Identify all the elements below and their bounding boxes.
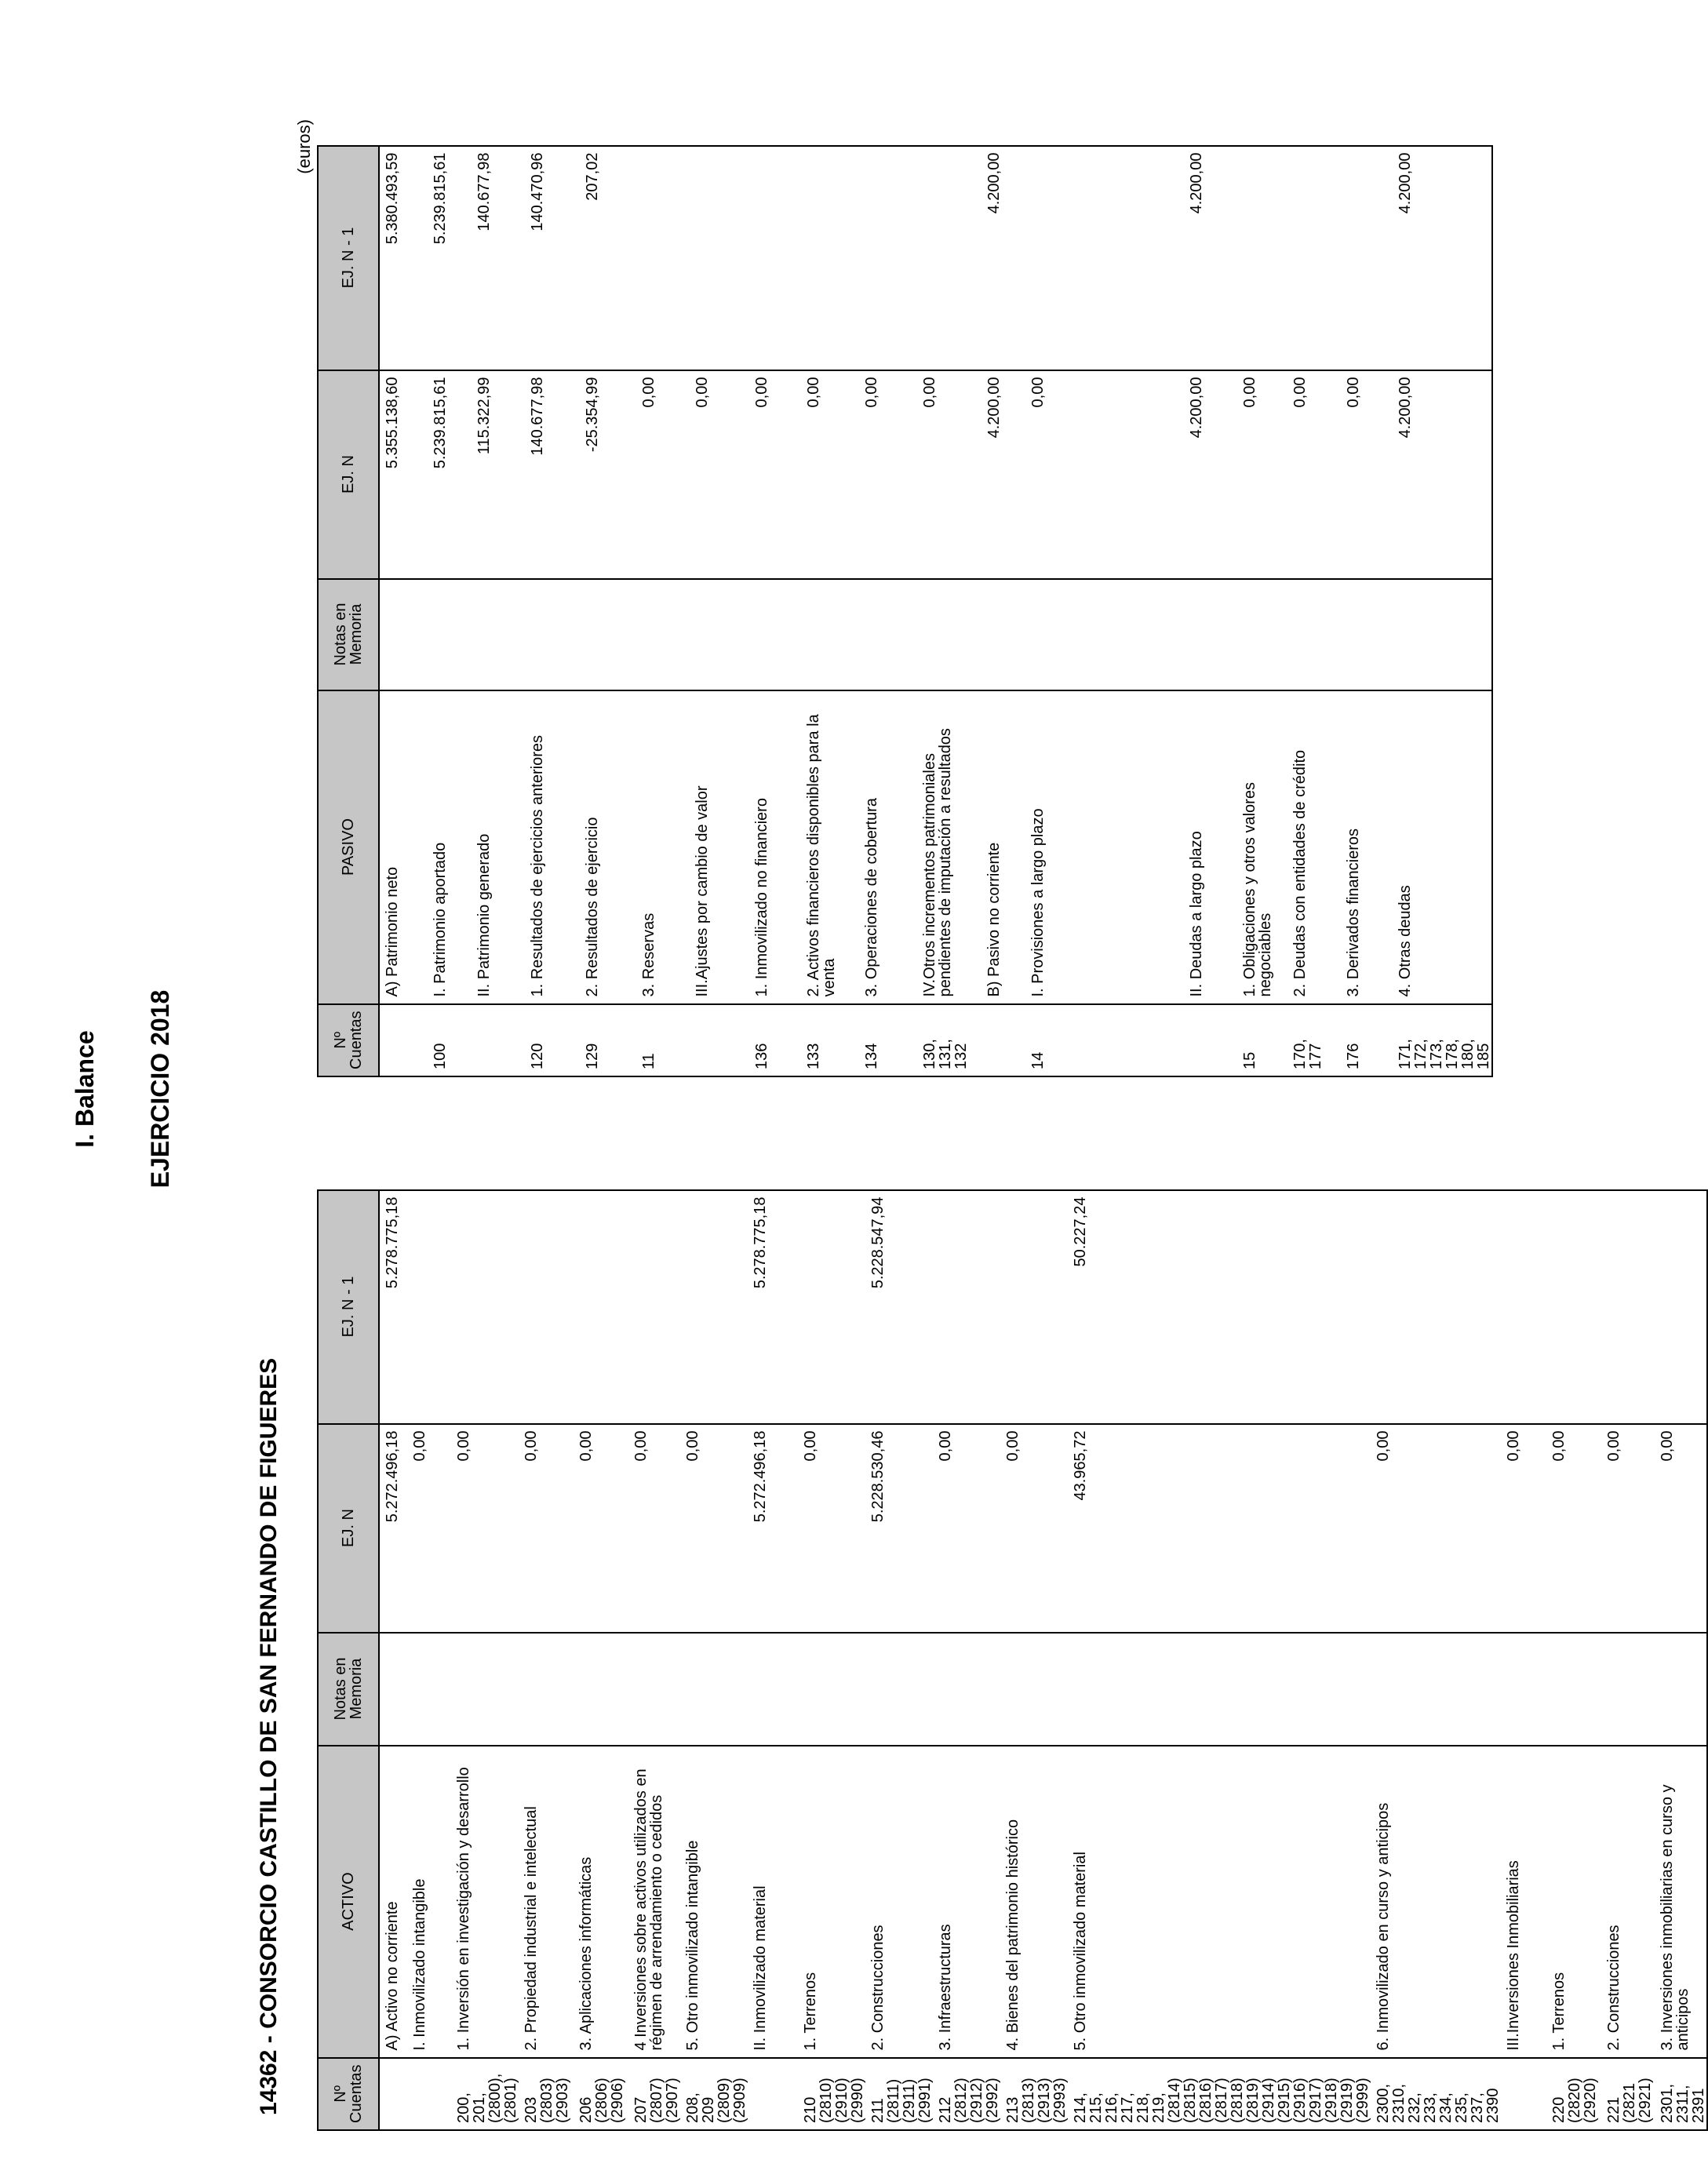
pasivo-header-row	[318, 146, 379, 1076]
table-row	[1546, 1190, 1601, 2130]
concept-cell: 2. Construcciones	[1601, 1746, 1655, 2058]
ej-n-cell: 4.200,00	[981, 370, 1025, 579]
table-row	[1237, 146, 1287, 1076]
table-row	[690, 146, 749, 1076]
table-row	[1025, 146, 1184, 1076]
ej-n-cell: 0,00	[1655, 1424, 1707, 1633]
table-row	[1655, 1190, 1707, 2130]
notas-cell	[379, 1633, 407, 1746]
cuentas-cell: 133	[801, 1004, 859, 1076]
concept-cell: 1. Terrenos	[1546, 1746, 1601, 2058]
concept-cell: 5. Otro inmovilizado material	[1068, 1746, 1371, 2058]
ej-n1-cell	[749, 146, 801, 370]
ej-n-cell: 0,00	[519, 1424, 574, 1633]
table-row	[1393, 146, 1492, 1076]
concept-cell: II. Deudas a largo plazo	[1184, 690, 1237, 1004]
cuentas-cell: 208, 209 (2809) (2909)	[680, 2058, 748, 2130]
ej-n1-cell	[1237, 146, 1287, 370]
cuentas-cell	[981, 1004, 1025, 1076]
table-row	[801, 146, 859, 1076]
notas-cell	[1601, 1633, 1655, 1746]
table-row	[379, 1190, 407, 2130]
ej-n-cell: 0,00	[628, 1424, 680, 1633]
cuentas-cell: 120	[525, 1004, 580, 1076]
notas-cell	[798, 1633, 865, 1746]
concept-cell: 5. Otro inmovilizado intangible	[680, 1746, 748, 2058]
notas-cell	[748, 1633, 798, 1746]
table-row	[628, 1190, 680, 2130]
ej-n-cell: 5.272.496,18	[748, 1424, 798, 1633]
cuentas-cell	[407, 2058, 451, 2130]
ej-n1-cell	[1501, 1190, 1546, 1424]
concept-cell: 1. Obligaciones y otros valores negociables	[1237, 690, 1287, 1004]
notas-cell	[1655, 1633, 1707, 1746]
ej-n1-cell	[690, 146, 749, 370]
concept-cell: II. Inmovilizado material	[748, 1746, 798, 2058]
ej-n1-cell	[859, 146, 917, 370]
notas-cell	[636, 579, 690, 690]
ej-n-cell: 0,00	[1341, 370, 1393, 579]
ej-n1-cell	[1371, 1190, 1501, 1424]
ej-n-cell: 0,00	[680, 1424, 748, 1633]
col-activo: ACTIVO	[318, 1746, 379, 2058]
table-row	[519, 1190, 574, 2130]
ej-n-cell: 0,00	[407, 1424, 451, 1633]
ej-n-cell: 0,00	[1025, 370, 1184, 579]
ej-n1-cell	[574, 1190, 628, 1424]
notas-cell	[1546, 1633, 1601, 1746]
concept-cell: A) Patrimonio neto	[379, 690, 428, 1004]
ej-n1-cell: 4.200,00	[1184, 146, 1237, 370]
ej-n-cell: 4.200,00	[1393, 370, 1492, 579]
ej-n1-cell	[1025, 146, 1184, 370]
table-row	[933, 1190, 1000, 2130]
activo-table	[317, 1189, 1708, 2131]
notas-cell	[1000, 1633, 1068, 1746]
concept-cell: 3. Aplicaciones informáticas	[574, 1746, 628, 2058]
ej-n1-cell: 140.677,98	[472, 146, 525, 370]
cuentas-cell: 100	[428, 1004, 472, 1076]
concept-cell: I. Inmovilizado intangible	[407, 1746, 451, 2058]
ej-n1-cell: 5.278.775,18	[748, 1190, 798, 1424]
notas-cell	[379, 579, 428, 690]
ej-n-cell: 0,00	[933, 1424, 1000, 1633]
cuentas-cell: 214, 215, 216, 217, 218, 219, (2814) (2815) (2816) (2817) (2818) (2819) (2914) (2915) (2916) (2917) (2918) (2919) (2999)	[1068, 2058, 1371, 2130]
col-cuentas: Nº Cuentas	[318, 1004, 379, 1076]
ej-n-cell: 43.965,72	[1068, 1424, 1371, 1633]
ej-n1-cell	[636, 146, 690, 370]
cuentas-cell: 14	[1025, 1004, 1184, 1076]
notas-cell	[519, 1633, 574, 1746]
col-cuentas: Nº Cuentas	[318, 2058, 379, 2130]
notas-cell	[1287, 579, 1341, 690]
ej-n1-cell	[1341, 146, 1393, 370]
col-pasivo: PASIVO	[318, 690, 379, 1004]
cuentas-cell: 213 (2813) (2913) (2993)	[1000, 2058, 1068, 2130]
table-row	[379, 146, 428, 1076]
ej-n1-cell	[1546, 1190, 1601, 1424]
ej-n-cell: 0,00	[1601, 1424, 1655, 1633]
exercise-title: EJERCICIO 2018	[146, 989, 174, 1189]
cuentas-cell	[379, 1004, 428, 1076]
concept-cell: 1. Terrenos	[798, 1746, 865, 2058]
cuentas-cell: 129	[580, 1004, 636, 1076]
ej-n-cell: 5.272.496,18	[379, 1424, 407, 1633]
notas-cell	[1371, 1633, 1501, 1746]
cuentas-cell: 221 (2821 (2921)	[1601, 2058, 1655, 2130]
table-row	[1371, 1190, 1501, 2130]
cuentas-cell: 130, 131, 132	[917, 1004, 981, 1076]
ej-n1-cell: 4.200,00	[1393, 146, 1492, 370]
concept-cell: 3. Infraestructuras	[933, 1746, 1000, 2058]
notas-cell	[690, 579, 749, 690]
table-row	[1601, 1190, 1655, 2130]
notas-cell	[749, 579, 801, 690]
col-ej-n: EJ. N	[318, 1424, 379, 1633]
table-row	[859, 146, 917, 1076]
table-row	[407, 1190, 451, 2130]
concept-cell: 2. Propiedad industrial e intelectual	[519, 1746, 574, 2058]
ej-n-cell: 0,00	[1000, 1424, 1068, 1633]
ej-n-cell: 115.322,99	[472, 370, 525, 579]
concept-cell: 4 Inversiones sobre activos utilizados en régimen de arrendamiento o cedidos	[628, 1746, 680, 2058]
ej-n-cell: 0,00	[451, 1424, 519, 1633]
cuentas-cell: 220 (2820) (2920)	[1546, 2058, 1601, 2130]
notas-cell	[472, 579, 525, 690]
notas-cell	[628, 1633, 680, 1746]
cuentas-cell: 136	[749, 1004, 801, 1076]
entity-name: 14362 - CONSORCIO CASTILLO DE SAN FERNANDO DE FIGUERES	[256, 1357, 282, 2115]
table-row	[1341, 146, 1393, 1076]
ej-n1-cell: 4.200,00	[981, 146, 1025, 370]
ej-n-cell: 140.677,98	[525, 370, 580, 579]
table-row	[981, 146, 1025, 1076]
concept-cell: 4. Bienes del patrimonio histórico	[1000, 1746, 1068, 2058]
cuentas-cell	[748, 2058, 798, 2130]
notas-cell	[859, 579, 917, 690]
ej-n1-cell	[798, 1190, 865, 1424]
notas-cell	[981, 579, 1025, 690]
ej-n-cell: 0,00	[636, 370, 690, 579]
concept-cell: 1. Resultados de ejercicios anteriores	[525, 690, 580, 1004]
notas-cell	[1025, 579, 1184, 690]
ej-n1-cell	[407, 1190, 451, 1424]
ej-n1-cell	[451, 1190, 519, 1424]
concept-cell: I. Provisiones a largo plazo	[1025, 690, 1184, 1004]
table-row	[798, 1190, 865, 2130]
notas-cell	[801, 579, 859, 690]
ej-n-cell: 5.228.530,46	[865, 1424, 933, 1633]
concept-cell: III.Ajustes por cambio de valor	[690, 690, 749, 1004]
table-row	[428, 146, 472, 1076]
col-ej-n: EJ. N	[318, 370, 379, 579]
ej-n-cell: 5.355.138,60	[379, 370, 428, 579]
cuentas-cell: 211 (2811) (2911) (2991)	[865, 2058, 933, 2130]
table-row	[451, 1190, 519, 2130]
notas-cell	[680, 1633, 748, 1746]
concept-cell: III.Inversiones Inmobiliarias	[1501, 1746, 1546, 2058]
ej-n1-cell	[519, 1190, 574, 1424]
concept-cell: 2. Deudas con entidades de crédito	[1287, 690, 1341, 1004]
concept-cell: 3. Derivados financieros	[1341, 690, 1393, 1004]
concept-cell: 2. Activos financieros disponibles para la venta	[801, 690, 859, 1004]
concept-cell: 6. Inmovilizado en curso y anticipos	[1371, 1746, 1501, 2058]
cuentas-cell: 200, 201, (2800), (2801)	[451, 2058, 519, 2130]
ej-n-cell: 0,00	[859, 370, 917, 579]
notas-cell	[428, 579, 472, 690]
ej-n1-cell	[1601, 1190, 1655, 1424]
concept-cell: 4. Otras deudas	[1393, 690, 1492, 1004]
concept-cell: A) Activo no corriente	[379, 1746, 407, 2058]
cuentas-cell: 203 (2803) (2903)	[519, 2058, 574, 2130]
ej-n1-cell: 140.470,96	[525, 146, 580, 370]
notas-cell	[1068, 1633, 1371, 1746]
ej-n-cell: -25.354,99	[580, 370, 636, 579]
ej-n-cell: 0,00	[1371, 1424, 1501, 1633]
ej-n1-cell	[628, 1190, 680, 1424]
table-row	[1287, 146, 1341, 1076]
cuentas-cell: 210 (2810) (2910) (2990)	[798, 2058, 865, 2130]
ej-n-cell: 0,00	[1501, 1424, 1546, 1633]
notas-cell	[1184, 579, 1237, 690]
concept-cell: 1. Inmovilizado no financiero	[749, 690, 801, 1004]
notas-cell	[451, 1633, 519, 1746]
cuentas-cell: 11	[636, 1004, 690, 1076]
ej-n-cell: 0,00	[1287, 370, 1341, 579]
concept-cell: 3. Reservas	[636, 690, 690, 1004]
ej-n1-cell: 50.227,24	[1068, 1190, 1371, 1424]
cuentas-cell: 212 (2812) (2912) (2992)	[933, 2058, 1000, 2130]
ej-n-cell: 5.239.815,61	[428, 370, 472, 579]
cuentas-cell: 207 (2807) (2907)	[628, 2058, 680, 2130]
notas-cell	[933, 1633, 1000, 1746]
notas-cell	[1341, 579, 1393, 690]
concept-cell: II. Patrimonio generado	[472, 690, 525, 1004]
ej-n1-cell	[680, 1190, 748, 1424]
table-row	[680, 1190, 748, 2130]
cuentas-cell	[1184, 1004, 1237, 1076]
notas-cell	[574, 1633, 628, 1746]
table-row	[580, 146, 636, 1076]
ej-n-cell: 0,00	[749, 370, 801, 579]
pasivo-table	[317, 145, 1493, 1077]
cuentas-cell: 176	[1341, 1004, 1393, 1076]
table-row	[472, 146, 525, 1076]
ej-n1-cell	[801, 146, 859, 370]
cuentas-cell: 15	[1237, 1004, 1287, 1076]
cuentas-cell: 2301, 2311, 2391	[1655, 2058, 1707, 2130]
notas-cell	[1393, 579, 1492, 690]
ej-n1-cell	[933, 1190, 1000, 1424]
ej-n1-cell: 207,02	[580, 146, 636, 370]
notas-cell	[580, 579, 636, 690]
cuentas-cell	[1501, 2058, 1546, 2130]
ej-n1-cell	[1655, 1190, 1707, 1424]
cuentas-cell: 134	[859, 1004, 917, 1076]
concept-cell: B) Pasivo no corriente	[981, 690, 1025, 1004]
ej-n1-cell	[1287, 146, 1341, 370]
ej-n-cell: 0,00	[690, 370, 749, 579]
units-label: (euros)	[294, 119, 314, 174]
ej-n1-cell: 5.278.775,18	[379, 1190, 407, 1424]
table-row	[574, 1190, 628, 2130]
table-row	[525, 146, 580, 1076]
table-row	[748, 1190, 798, 2130]
table-row	[917, 146, 981, 1076]
cuentas-cell	[690, 1004, 749, 1076]
ej-n-cell: 0,00	[1546, 1424, 1601, 1633]
table-row	[1000, 1190, 1068, 2130]
concept-cell: 3. Operaciones de cobertura	[859, 690, 917, 1004]
col-ej-n1: EJ. N - 1	[318, 1190, 379, 1424]
concept-cell: I. Patrimonio aportado	[428, 690, 472, 1004]
cuentas-cell: 171, 172, 173, 178, 180, 185	[1393, 1004, 1492, 1076]
concept-cell: 1. Inversión en investigación y desarrollo	[451, 1746, 519, 2058]
col-notas: Notas en Memoria	[318, 579, 379, 690]
table-row	[1068, 1190, 1371, 2130]
table-row	[749, 146, 801, 1076]
ej-n-cell: 0,00	[801, 370, 859, 579]
concept-cell: 2. Resultados de ejercicio	[580, 690, 636, 1004]
activo-header-row	[318, 1190, 379, 2130]
cuentas-cell: 170, 177	[1287, 1004, 1341, 1076]
ej-n1-cell: 5.228.547,94	[865, 1190, 933, 1424]
col-ej-n1: EJ. N - 1	[318, 146, 379, 370]
ej-n-cell: 0,00	[798, 1424, 865, 1633]
notas-cell	[917, 579, 981, 690]
table-row	[1501, 1190, 1546, 2130]
notas-cell	[1501, 1633, 1546, 1746]
cuentas-cell	[472, 1004, 525, 1076]
table-row	[636, 146, 690, 1076]
notas-cell	[407, 1633, 451, 1746]
ej-n-cell: 0,00	[1237, 370, 1287, 579]
notas-cell	[1237, 579, 1287, 690]
cuentas-cell	[379, 2058, 407, 2130]
page-title: I. Balance	[71, 1030, 99, 1148]
concept-cell: 3. Inversiones inmobiliarias en curso y anticipos	[1655, 1746, 1707, 2058]
ej-n1-cell	[917, 146, 981, 370]
cuentas-cell: 2300, 2310, 232, 233, 234, 235, 237, 2390	[1371, 2058, 1501, 2130]
cuentas-cell: 206 (2806) (2906)	[574, 2058, 628, 2130]
ej-n1-cell	[1000, 1190, 1068, 1424]
ej-n1-cell: 5.380.493,59	[379, 146, 428, 370]
table-row	[1184, 146, 1237, 1076]
ej-n1-cell: 5.239.815,61	[428, 146, 472, 370]
table-row	[865, 1190, 933, 2130]
col-notas: Notas en Memoria	[318, 1633, 379, 1746]
concept-cell: 2. Construcciones	[865, 1746, 933, 2058]
concept-cell: IV.Otros incrementos patrimoniales pendientes de imputación a resultados	[917, 690, 981, 1004]
notas-cell	[525, 579, 580, 690]
ej-n-cell: 4.200,00	[1184, 370, 1237, 579]
ej-n-cell: 0,00	[574, 1424, 628, 1633]
notas-cell	[865, 1633, 933, 1746]
ej-n-cell: 0,00	[917, 370, 981, 579]
